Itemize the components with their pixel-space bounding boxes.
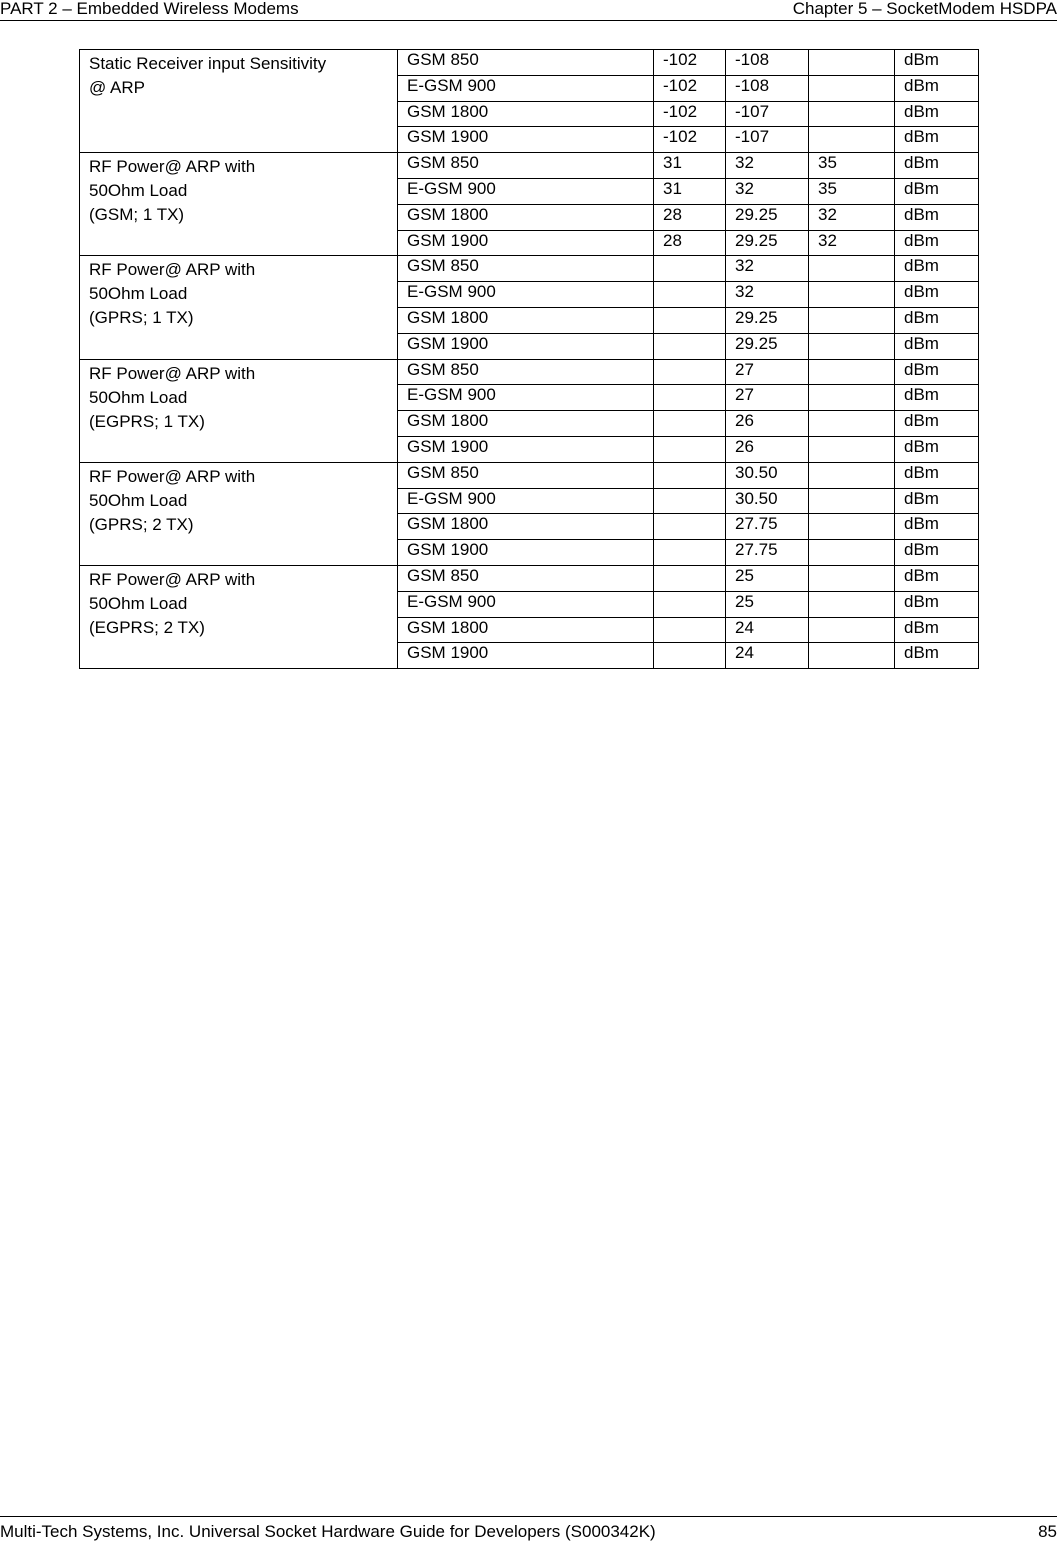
min-cell	[654, 565, 726, 591]
max-cell	[809, 643, 895, 669]
max-cell	[809, 127, 895, 153]
unit-cell: dBm	[895, 591, 979, 617]
typ-cell: 25	[726, 591, 809, 617]
min-cell	[654, 385, 726, 411]
unit-cell: dBm	[895, 540, 979, 566]
min-cell: -102	[654, 127, 726, 153]
unit-cell: dBm	[895, 643, 979, 669]
max-cell	[809, 514, 895, 540]
min-cell	[654, 488, 726, 514]
max-cell	[809, 359, 895, 385]
min-cell	[654, 411, 726, 437]
typ-cell: 32	[726, 256, 809, 282]
unit-cell: dBm	[895, 307, 979, 333]
typ-cell: 27.75	[726, 540, 809, 566]
header-chapter-title: Chapter 5 – SocketModem HSDPA	[792, 0, 1057, 18]
min-cell	[654, 540, 726, 566]
min-cell	[654, 514, 726, 540]
min-cell	[654, 591, 726, 617]
rf-specification-table	[79, 49, 979, 669]
min-cell: 31	[654, 178, 726, 204]
max-cell	[809, 411, 895, 437]
typ-cell: 27.75	[726, 514, 809, 540]
min-cell: 28	[654, 230, 726, 256]
band-cell: GSM 1900	[398, 540, 654, 566]
max-cell	[809, 256, 895, 282]
typ-cell: 29.25	[726, 307, 809, 333]
max-cell: 35	[809, 178, 895, 204]
page-header	[0, 0, 1057, 21]
header-part-title: PART 2 – Embedded Wireless Modems	[0, 0, 299, 18]
band-cell: GSM 1800	[398, 514, 654, 540]
band-cell: E-GSM 900	[398, 385, 654, 411]
typ-cell: -107	[726, 101, 809, 127]
typ-cell: 27	[726, 385, 809, 411]
band-cell: GSM 850	[398, 153, 654, 179]
band-cell: GSM 1800	[398, 101, 654, 127]
min-cell	[654, 462, 726, 488]
unit-cell: dBm	[895, 333, 979, 359]
parameter-cell: RF Power@ ARP with 50Ohm Load (EGPRS; 1 TX)	[80, 359, 398, 462]
unit-cell: dBm	[895, 565, 979, 591]
typ-cell: 29.25	[726, 204, 809, 230]
max-cell	[809, 307, 895, 333]
parameter-cell: RF Power@ ARP with 50Ohm Load (EGPRS; 2 TX)	[80, 565, 398, 668]
max-cell	[809, 385, 895, 411]
band-cell: GSM 850	[398, 462, 654, 488]
max-cell: 32	[809, 204, 895, 230]
max-cell	[809, 540, 895, 566]
parameter-cell: RF Power@ ARP with 50Ohm Load (GSM; 1 TX)	[80, 153, 398, 256]
max-cell	[809, 462, 895, 488]
max-cell	[809, 617, 895, 643]
max-cell	[809, 50, 895, 76]
unit-cell: dBm	[895, 436, 979, 462]
table-row	[80, 153, 979, 179]
min-cell	[654, 333, 726, 359]
max-cell	[809, 282, 895, 308]
min-cell: -102	[654, 75, 726, 101]
unit-cell: dBm	[895, 75, 979, 101]
typ-cell: 29.25	[726, 333, 809, 359]
typ-cell: 32	[726, 178, 809, 204]
min-cell: -102	[654, 50, 726, 76]
table-row	[80, 359, 979, 385]
band-cell: GSM 1800	[398, 204, 654, 230]
unit-cell: dBm	[895, 204, 979, 230]
unit-cell: dBm	[895, 617, 979, 643]
min-cell: 31	[654, 153, 726, 179]
unit-cell: dBm	[895, 488, 979, 514]
typ-cell: 26	[726, 436, 809, 462]
max-cell	[809, 591, 895, 617]
min-cell: 28	[654, 204, 726, 230]
parameter-cell: Static Receiver input Sensitivity @ ARP	[80, 50, 398, 153]
unit-cell: dBm	[895, 50, 979, 76]
typ-cell: -108	[726, 75, 809, 101]
unit-cell: dBm	[895, 411, 979, 437]
footer-document-title: Multi-Tech Systems, Inc. Universal Socket Hardware Guide for Developers (S000342K)	[0, 1522, 656, 1541]
min-cell	[654, 617, 726, 643]
band-cell: GSM 1800	[398, 307, 654, 333]
band-cell: GSM 1900	[398, 127, 654, 153]
band-cell: GSM 850	[398, 359, 654, 385]
band-cell: E-GSM 900	[398, 488, 654, 514]
band-cell: GSM 1800	[398, 411, 654, 437]
table-row	[80, 50, 979, 76]
min-cell	[654, 436, 726, 462]
typ-cell: 30.50	[726, 462, 809, 488]
typ-cell: 29.25	[726, 230, 809, 256]
unit-cell: dBm	[895, 256, 979, 282]
typ-cell: 30.50	[726, 488, 809, 514]
band-cell: E-GSM 900	[398, 282, 654, 308]
max-cell: 35	[809, 153, 895, 179]
band-cell: GSM 1800	[398, 617, 654, 643]
typ-cell: 32	[726, 282, 809, 308]
unit-cell: dBm	[895, 385, 979, 411]
table-row	[80, 462, 979, 488]
min-cell	[654, 307, 726, 333]
band-cell: GSM 1900	[398, 333, 654, 359]
min-cell: -102	[654, 101, 726, 127]
max-cell	[809, 488, 895, 514]
typ-cell: -108	[726, 50, 809, 76]
typ-cell: -107	[726, 127, 809, 153]
unit-cell: dBm	[895, 230, 979, 256]
max-cell	[809, 436, 895, 462]
page-footer	[0, 1516, 1057, 1541]
band-cell: E-GSM 900	[398, 75, 654, 101]
table-body	[80, 50, 979, 669]
unit-cell: dBm	[895, 101, 979, 127]
band-cell: GSM 850	[398, 50, 654, 76]
unit-cell: dBm	[895, 462, 979, 488]
max-cell: 32	[809, 230, 895, 256]
typ-cell: 32	[726, 153, 809, 179]
band-cell: GSM 1900	[398, 643, 654, 669]
min-cell	[654, 282, 726, 308]
min-cell	[654, 256, 726, 282]
max-cell	[809, 75, 895, 101]
band-cell: GSM 1900	[398, 230, 654, 256]
band-cell: E-GSM 900	[398, 591, 654, 617]
band-cell: GSM 1900	[398, 436, 654, 462]
typ-cell: 24	[726, 643, 809, 669]
min-cell	[654, 359, 726, 385]
unit-cell: dBm	[895, 153, 979, 179]
max-cell	[809, 333, 895, 359]
band-cell: E-GSM 900	[398, 178, 654, 204]
unit-cell: dBm	[895, 359, 979, 385]
max-cell	[809, 101, 895, 127]
table-row	[80, 256, 979, 282]
table-row	[80, 565, 979, 591]
typ-cell: 25	[726, 565, 809, 591]
unit-cell: dBm	[895, 178, 979, 204]
unit-cell: dBm	[895, 282, 979, 308]
unit-cell: dBm	[895, 514, 979, 540]
unit-cell: dBm	[895, 127, 979, 153]
max-cell	[809, 565, 895, 591]
typ-cell: 24	[726, 617, 809, 643]
page-number: 85	[1038, 1522, 1057, 1541]
typ-cell: 27	[726, 359, 809, 385]
band-cell: GSM 850	[398, 256, 654, 282]
min-cell	[654, 643, 726, 669]
parameter-cell: RF Power@ ARP with 50Ohm Load (GPRS; 2 TX)	[80, 462, 398, 565]
typ-cell: 26	[726, 411, 809, 437]
parameter-cell: RF Power@ ARP with 50Ohm Load (GPRS; 1 TX)	[80, 256, 398, 359]
band-cell: GSM 850	[398, 565, 654, 591]
